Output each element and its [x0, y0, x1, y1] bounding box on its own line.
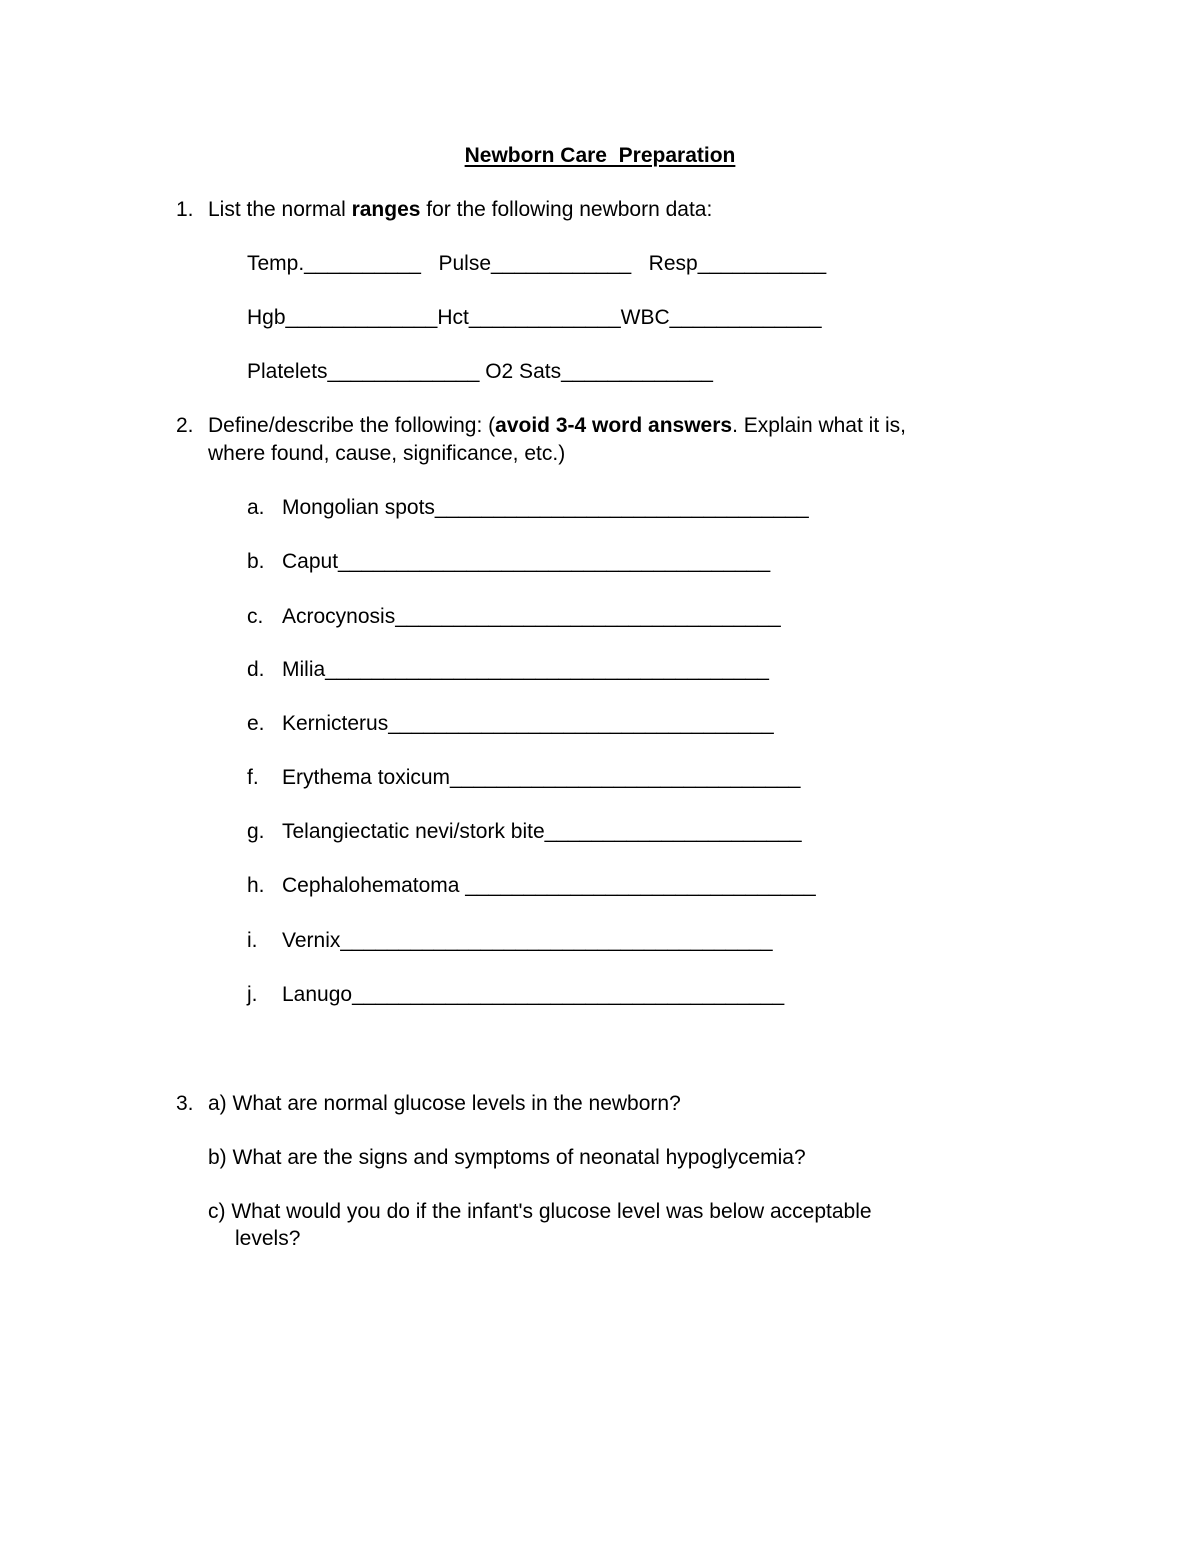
labs-row: Hgb_____________Hct_____________WBC_____________ — [247, 306, 822, 329]
term-item: Cephalohematoma ______________________________ — [282, 874, 816, 897]
term-item: Lanugo_____________________________________ — [282, 983, 785, 1006]
item-letter: e. — [247, 712, 265, 735]
question-1-text-after: for the following newborn data: — [420, 198, 713, 221]
question-1-number: 1. — [176, 198, 194, 221]
question-3b: b) What are the signs and symptoms of neonatal hypoglycemia? — [208, 1146, 806, 1169]
term-item: Vernix_____________________________________ — [282, 929, 773, 952]
question-3c: c) What would you do if the infant's glucose level was below acceptable — [208, 1200, 872, 1223]
question-2-prompt-line2: where found, cause, significance, etc.) — [208, 442, 566, 465]
question-3-number: 3. — [176, 1092, 194, 1115]
question-1-text-bold: ranges — [351, 198, 421, 221]
term-item: Kernicterus_________________________________ — [282, 712, 774, 735]
item-letter: d. — [247, 658, 265, 681]
platelets-row: Platelets_____________ O2 Sats_____________ — [247, 360, 713, 383]
item-letter: h. — [247, 874, 265, 897]
page-title: Newborn Care Preparation — [464, 144, 736, 167]
item-letter: i. — [247, 929, 258, 952]
item-letter: b. — [247, 550, 265, 573]
term-item: Erythema toxicum______________________________ — [282, 766, 801, 789]
item-letter: a. — [247, 496, 265, 519]
question-2-prompt — [208, 412, 906, 440]
item-letter: g. — [247, 820, 265, 843]
question-3a: a) What are normal glucose levels in the newborn? — [208, 1092, 681, 1115]
vitals-row: Temp.__________ Pulse____________ Resp___________ — [247, 252, 827, 275]
item-letter: j. — [247, 983, 258, 1006]
question-2-text-bold: avoid 3-4 word answers — [495, 414, 733, 437]
item-letter: c. — [247, 605, 264, 628]
question-3c-line2: levels? — [235, 1227, 301, 1250]
question-1-prompt — [208, 196, 712, 224]
term-item: Mongolian spots________________________________ — [282, 496, 809, 519]
question-2-number: 2. — [176, 414, 194, 437]
term-item: Milia______________________________________ — [282, 658, 769, 681]
question-1-text-before: List the normal — [208, 198, 352, 221]
term-item: Acrocynosis_________________________________ — [282, 605, 781, 628]
term-item: Caput_____________________________________ — [282, 550, 771, 573]
term-item: Telangiectatic nevi/stork bite______________________ — [282, 820, 802, 843]
question-2-text-before: Define/describe the following: ( — [208, 414, 496, 437]
item-letter: f. — [247, 766, 259, 789]
question-2-text-after: . Explain what it is, — [732, 414, 906, 437]
